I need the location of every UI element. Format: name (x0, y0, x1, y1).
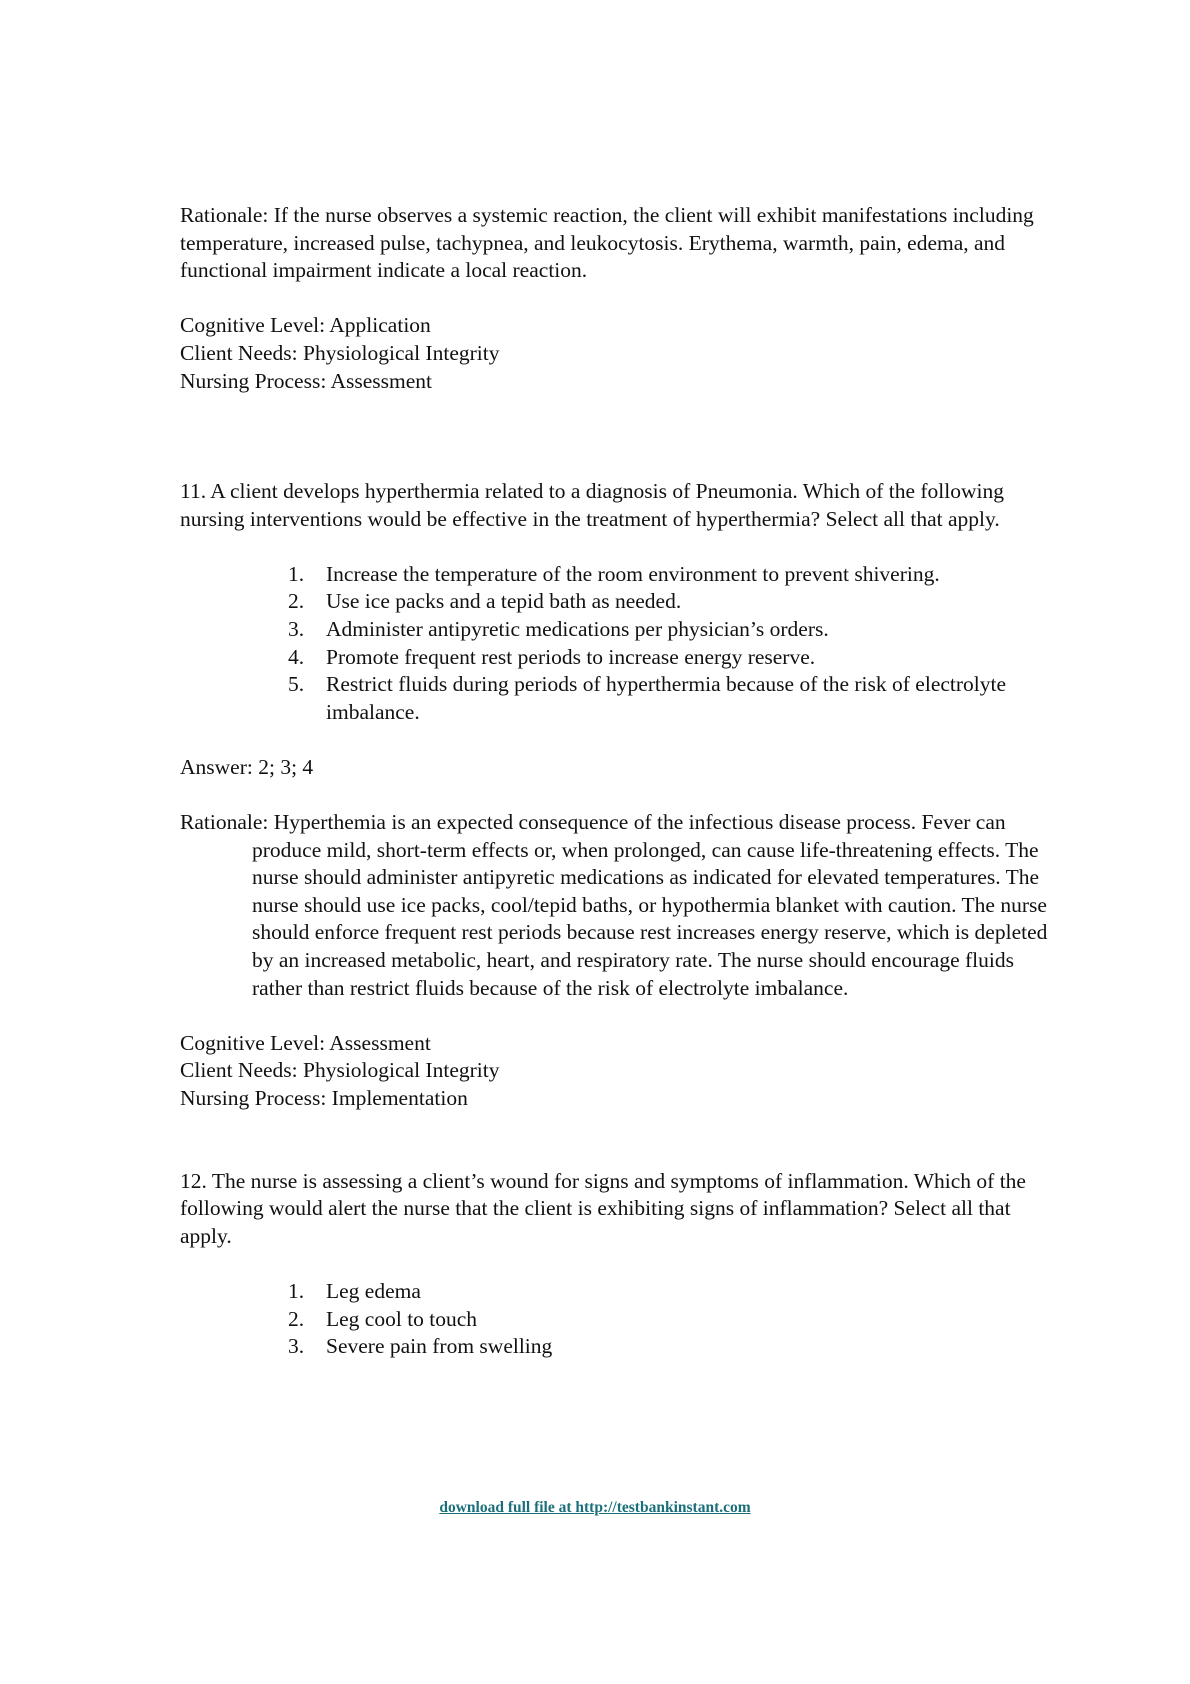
download-link[interactable]: download full file at http://testbankinstant.com (439, 1499, 751, 1516)
nursing-process: Nursing Process: Implementation (180, 1086, 468, 1111)
document-body (180, 202, 1060, 1361)
option-text: Use ice packs and a tepid bath as needed. (326, 589, 682, 614)
question-11: 11. A client develops hyperthermia related to a diagnosis of Pneumonia. Which of the following nursing interventions would be effective in the treatment of hyperthermia? Select all that apply. (180, 478, 1004, 531)
list-item (180, 588, 1060, 616)
answer: Answer: 2; 3; 4 (180, 754, 314, 779)
option-number: 3. (288, 1334, 305, 1359)
option-number: 1. (288, 1278, 305, 1303)
list-item (180, 1278, 1060, 1306)
client-needs: Client Needs: Physiological Integrity (180, 340, 500, 365)
nursing-process: Nursing Process: Assessment (180, 368, 433, 393)
option-text: Severe pain from swelling (326, 1334, 553, 1359)
list-item (180, 561, 1060, 589)
list-item (180, 671, 1060, 726)
list-item (180, 1333, 1060, 1361)
option-number: 2. (288, 589, 305, 614)
question-12: 12. The nurse is assessing a client’s wound for signs and symptoms of inflammation. Which of the following would alert the nurse that the client is exhibiting signs of inflammation? Select all that apply. (180, 1168, 1026, 1248)
option-number: 2. (288, 1306, 305, 1331)
option-text: Leg edema (326, 1278, 421, 1303)
option-number: 1. (288, 561, 305, 586)
client-needs: Client Needs: Physiological Integrity (180, 1058, 500, 1083)
option-text: Leg cool to touch (326, 1306, 478, 1331)
rationale-paragraph: Rationale: If the nurse observes a systemic reaction, the client will exhibit manifestations including temperature, increased pulse, tachypnea, and leukocytosis. Erythema, warmth, pain, edema, and functional impairment indicate a local reaction. (180, 203, 1034, 283)
question-11-options (180, 561, 1060, 727)
question-12-options (180, 1278, 1060, 1361)
option-number: 4. (288, 644, 305, 669)
option-number: 3. (288, 616, 305, 641)
option-number: 5. (288, 672, 305, 697)
option-text: Promote frequent rest periods to increase energy reserve. (326, 644, 816, 669)
option-text: Increase the temperature of the room environment to prevent shivering. (326, 561, 940, 586)
list-item (180, 616, 1060, 644)
rationale-paragraph: Rationale: Hyperthemia is an expected consequence of the infectious disease process. Fever can produce mild, short-term effects or, when prolonged, can cause life-threatening effects. The nurse should administer antipyretic medications as indicated for elevated temperatures. The nurse should use ice packs, cool/tepid baths, or hypothermia blanket with caution. The nurse should enforce frequent rest periods because rest increases energy reserve, which is depleted by an increased metabolic, heart, and respiratory rate. The nurse should encourage fluids rather than restrict fluids because of the risk of electrolyte imbalance. (180, 810, 1048, 1000)
cognitive-level: Cognitive Level: Application (180, 313, 431, 338)
option-text: Administer antipyretic medications per physician’s orders. (326, 616, 829, 641)
cognitive-level: Cognitive Level: Assessment (180, 1030, 431, 1055)
list-item (180, 1306, 1060, 1334)
list-item (180, 644, 1060, 672)
option-text: Restrict fluids during periods of hyperthermia because of the risk of electrolyte imbalance. (326, 672, 1007, 724)
